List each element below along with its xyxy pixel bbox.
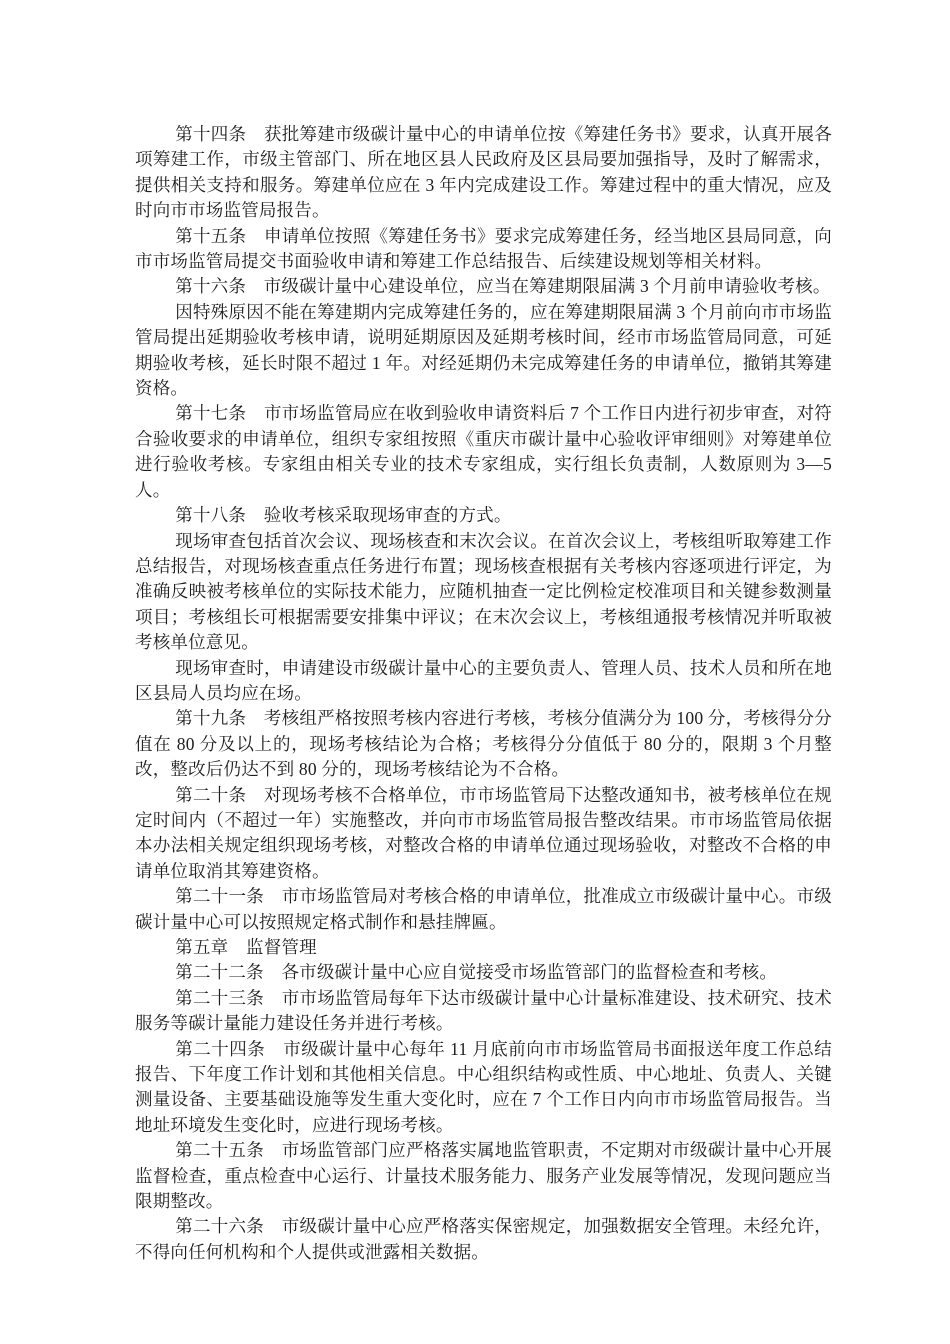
article-20-paragraph: 第二十条 对现场考核不合格单位，市市场监管局下达整改通知书，被考核单位在规定时间内（不超过一年）实施整改，并向市市场监管局报告整改结果。市市场监管局依据本办法相关规定组织现场考核，对整改合格的申请单位通过现场验收，对整改不合格的申请单位取消其筹建资格。 xyxy=(135,784,832,881)
article-23-paragraph: 第二十三条 市市场监管局每年下达市级碳计量中心计量标准建设、技术研究、技术服务等碳计量能力建设任务并进行考核。 xyxy=(135,987,832,1034)
article-18-paragraph-3: 现场审查时，申请建设市级碳计量中心的主要负责人、管理人员、技术人员和所在地区县局人员均应在场。 xyxy=(135,657,832,703)
article-25-paragraph: 第二十五条 市场监管部门应严格落实属地监管职责，不定期对市级碳计量中心开展监督检查，重点检查中心运行、计量技术服务能力、服务产业发展等情况，发现问题应当限期整改。 xyxy=(135,1140,832,1212)
article-18-paragraph-2: 现场审查包括首次会议、现场核查和末次会议。在首次会议上，考核组听取筹建工作总结报告，对现场核查重点任务进行布置；现场核查根据有关考核内容逐项进行评定，为准确反映被考核单位的实际技术能力，应随机抽查一定比例检定校准项目和关键参数测量项目；考核组长可根据需要安排集中评议；在末次会议上，考核组通报考核情况并听取被考核单位意见。 xyxy=(135,530,832,653)
article-26-paragraph: 第二十六条 市级碳计量中心应严格落实保密规定，加强数据安全管理。未经允许，不得向任何机构和个人提供或泄露相关数据。 xyxy=(135,1216,832,1262)
article-15-paragraph: 第十五条 申请单位按照《筹建任务书》要求完成筹建任务，经当地区县局同意，向市市场监管局提交书面验收申请和筹建工作总结报告、后续建设规划等相关材料。 xyxy=(135,225,832,272)
article-22-paragraph: 第二十二条 各市级碳计量中心应自觉接受市场监管部门的监督检查和考核。 xyxy=(175,962,778,983)
article-16-paragraph-2: 因特殊原因不能在筹建期内完成筹建任务的，应在筹建期限届满 3 个月前向市市场监管局提出延期验收考核申请，说明延期原因及延期考核时间，经市市场监管局同意，可延期验收考核，延长时限不超过 1 年。对经延期仍未完成筹建任务的申请单位，撤销其筹建资格。 xyxy=(135,301,832,399)
article-21-paragraph: 第二十一条 市市场监管局对考核合格的申请单位，批准成立市级碳计量中心。市级碳计量中心可以按照规定格式制作和悬挂牌匾。 xyxy=(135,886,832,932)
article-19-paragraph: 第十九条 考核组严格按照考核内容进行考核，考核分值满分为 100 分，考核得分分值在 80 分及以上的，现场考核结论为合格；考核得分分值低于 80 分的，限期 3 个月整改，整改后仍达不到 80 分的，现场考核结论为不合格。 xyxy=(135,708,832,780)
document-body-text xyxy=(135,122,832,1265)
chapter-5-heading: 第五章 监督管理 xyxy=(175,937,317,957)
article-17-paragraph: 第十七条 市市场监管局应在收到验收申请资料后 7 个工作日内进行初步审查，对符合验收要求的申请单位，组织专家组按照《重庆市碳计量中心验收评审细则》对筹建单位进行验收考核。专家组由相关专业的技术专家组成，实行组长负责制，人数原则为 3—5 人。 xyxy=(135,403,832,500)
article-24-paragraph: 第二十四条 市级碳计量中心每年 11 月底前向市市场监管局书面报送年度工作总结报告、下年度工作计划和其他相关信息。中心组织结构或性质、中心地址、负责人、关键测量设备、主要基础设施等发生重大变化时，应在 7 个工作日内向市市场监管局报告。当地址环境发生变化时，应进行现场考核。 xyxy=(135,1038,832,1135)
article-16-paragraph: 第十六条 市级碳计量中心建设单位，应当在筹建期限届满 3 个月前申请验收考核。 xyxy=(175,276,831,297)
article-18-paragraph: 第十八条 验收考核采取现场审查的方式。 xyxy=(175,505,512,526)
article-14-paragraph: 第十四条 获批筹建市级碳计量中心的申请单位按《筹建任务书》要求，认真开展各项筹建工作，市级主管部门、所在地区县人民政府及区县局要加强指导，及时了解需求，提供相关支持和服务。筹建单位应在 3 年内完成建设工作。筹建过程中的重大情况，应及时向市市场监管局报告。 xyxy=(135,124,832,221)
